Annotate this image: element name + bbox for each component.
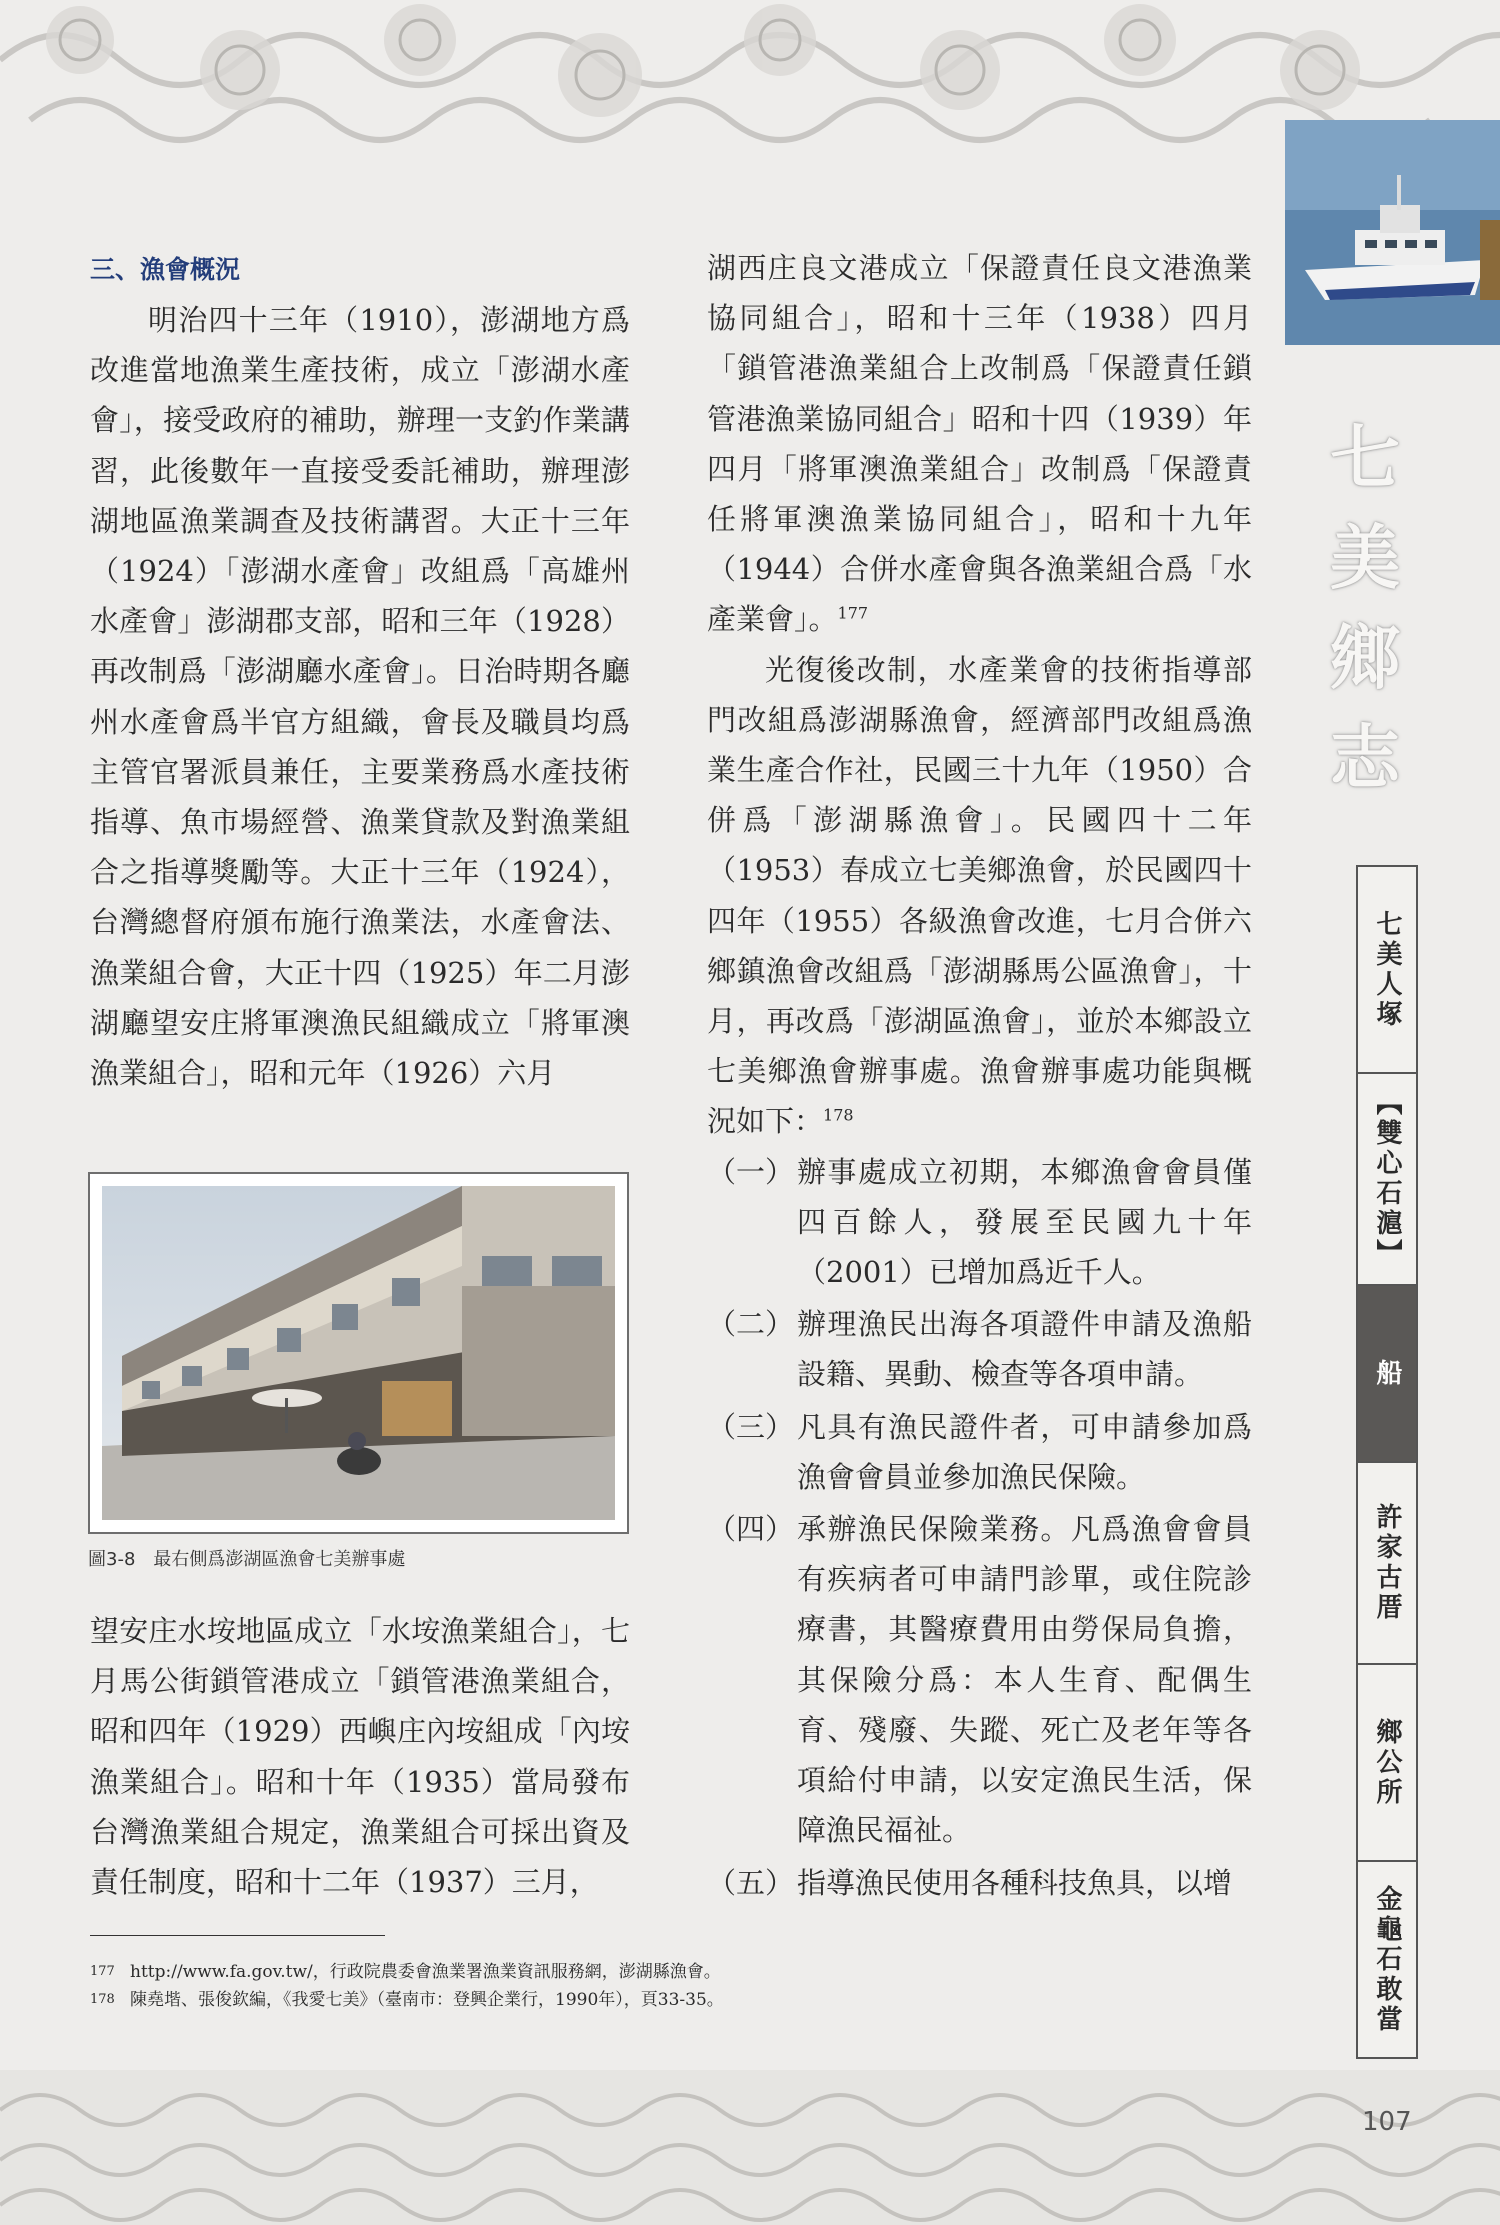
side-tab-label: 【雙心石滬】 [1372, 1089, 1402, 1269]
footnote [90, 1986, 1240, 2014]
list-text: 承辦漁民保險業務。凡爲漁會會員有疾病者可申請門診單，或住院診療書，其醫療費用由勞保局負擔，其保險分爲：本人生育、配偶生育、殘廢、失蹤、死亡及老年等各項給付申請，以安定漁民生活，保障漁民福祉。 [797, 1512, 1252, 1848]
photo-frame [88, 1172, 629, 1534]
left-column [90, 245, 630, 1098]
right-paragraph-2-text: 光復後改制，水產業會的技術指導部門改組爲澎湖縣漁會，經濟部門改組爲漁業生產合作社，民國三十九年（1950）合併爲「澎湖縣漁會」。民國四十二年（1953）春成立七美鄉漁會，於民國四十四年（1955）各級漁會改進，七月合併六鄉鎮漁會改組爲「澎湖縣馬公區漁會」，十月，再改爲「澎湖區漁會」，並於本鄉設立七美鄉漁會辦事處。漁會辦事處功能與概況如下： [707, 652, 1252, 1139]
left-paragraph: 明治四十三年（1910），澎湖地方爲改進當地漁業生產技術，成立「澎湖水產會」，接受政府的補助，辦理一支釣作業講習，此後數年一直接受委託補助，辦理澎湖地區漁業調查及技術講習。大正十三年（1924）「澎湖水產會」改組爲「高雄州水產會」澎湖郡支部，昭和三年（1928）再改制爲「澎湖廳水產會」。日治時期各廳州水產會爲半官方組織，會長及職員均爲主管官署派員兼任，主要業務爲水產技術指導、魚市場經營、漁業貸款及對漁業組合之指導獎勵等。大正十三年（1924），台灣總督府頒布施行漁業法，水產會法、漁業組合會，大正十四（1925）年二月澎湖廳望安庄將軍澳漁民組織成立「將軍澳漁業組合」，昭和元年（1926）六月 [90, 303, 630, 1091]
book-title-char: 鄉 [1330, 616, 1400, 699]
right-paragraph-2 [707, 645, 1252, 1147]
list-text: 辦事處成立初期，本鄉漁會會員僅四百餘人，發展至民國九十年（2001）已增加爲近千人。 [797, 1154, 1252, 1290]
boat-photo [1285, 120, 1500, 345]
side-chapter-tabs [1356, 865, 1418, 2059]
side-tab-hsu-old-house[interactable] [1358, 1463, 1416, 1665]
right-column [707, 243, 1252, 1910]
left-column-lower [90, 1606, 630, 1907]
fishery-office-photo [102, 1186, 615, 1520]
list-text: 凡具有漁民證件者，可申請參加爲漁會會員並參加漁民保險。 [797, 1409, 1252, 1494]
side-tab-label: 船 [1372, 1358, 1402, 1389]
list-item [707, 1504, 1252, 1855]
side-tab-label: 許家古厝 [1372, 1503, 1402, 1623]
footnote-number: 178 [90, 1992, 115, 2007]
header-cloud-decoration [0, 0, 1500, 240]
footer-cloud-decoration [0, 2070, 1500, 2225]
footnote-number: 177 [90, 1964, 115, 1979]
book-title-char: 美 [1330, 516, 1400, 599]
side-tab-twin-hearts-weir[interactable] [1358, 1074, 1416, 1286]
footnotes [90, 1958, 1240, 2014]
list-item [707, 1858, 1252, 1908]
photo-caption: 圖3-8 最右側爲澎湖區漁會七美辦事處 [88, 1549, 406, 1570]
list-item [707, 1299, 1252, 1399]
list-marker: （四） [707, 1512, 795, 1547]
side-tab-label: 七美人塚 [1372, 909, 1402, 1030]
right-paragraph-1 [707, 243, 1252, 645]
side-tab-label: 鄉公所 [1372, 1717, 1402, 1808]
book-title-char: 志 [1330, 716, 1400, 799]
footnote-rule [90, 1935, 385, 1936]
list-marker: （二） [707, 1307, 795, 1342]
section-heading: 三、漁會概況 [90, 255, 241, 284]
functions-list [707, 1147, 1252, 1908]
book-title-vertical [1305, 408, 1425, 808]
right-paragraph-1-text: 湖西庄良文港成立「保證責任良文港漁業協同組合」，昭和十三年（1938）四月「鎖管港漁業組合上改制爲「保證責任鎖管港漁業協同組合」昭和十四（1939）年四月「將軍澳漁業組合」改制爲「保證責任將軍澳漁業協同組合」，昭和十九年（1944）合併水產會與各漁業組合爲「水產業會」。 [707, 251, 1252, 637]
footnote-text: http://www.fa.gov.tw/，行政院農委會漁業署漁業資訊服務網，澎湖縣漁會。 [130, 1962, 721, 1982]
footnote [90, 1958, 1240, 1986]
footnote-text: 陳堯堦、張俊欽編，《我愛七美》（臺南市：登興企業行，1990年），頁33-35。 [130, 1990, 724, 2010]
list-marker: （五） [707, 1865, 795, 1900]
side-tab-stone-talisman[interactable] [1358, 1862, 1416, 2057]
list-marker: （三） [707, 1409, 795, 1444]
footnote-ref-177: 177 [837, 603, 869, 623]
left-lower-paragraph: 望安庄水垵地區成立「水垵漁業組合」，七月馬公街鎖管港成立「鎖管港漁業組合，昭和四年（1929）西嶼庄內垵組成「內垵漁業組合」。昭和十年（1935）當局發布台灣漁業組合規定，漁業組合可採出資及責任制度，昭和十二年（1937）三月， [90, 1614, 630, 1900]
list-item [707, 1147, 1252, 1298]
list-text: 辦理漁民出海各項證件申請及漁船設籍、異動、檢查等各項申請。 [797, 1307, 1252, 1392]
list-marker: （一） [707, 1154, 795, 1189]
page-number: 107 [1362, 2107, 1412, 2137]
side-tab-boat[interactable] [1358, 1286, 1416, 1463]
list-text: 指導漁民使用各種科技魚具，以增 [797, 1865, 1233, 1900]
side-tab-township-office[interactable] [1358, 1665, 1416, 1862]
list-item [707, 1402, 1252, 1502]
footnote-ref-178: 178 [823, 1105, 854, 1125]
book-title-char: 七 [1330, 416, 1400, 499]
side-tab-qimei-tomb[interactable] [1358, 867, 1416, 1074]
side-tab-label: 金龜石敢當 [1372, 1884, 1402, 2035]
